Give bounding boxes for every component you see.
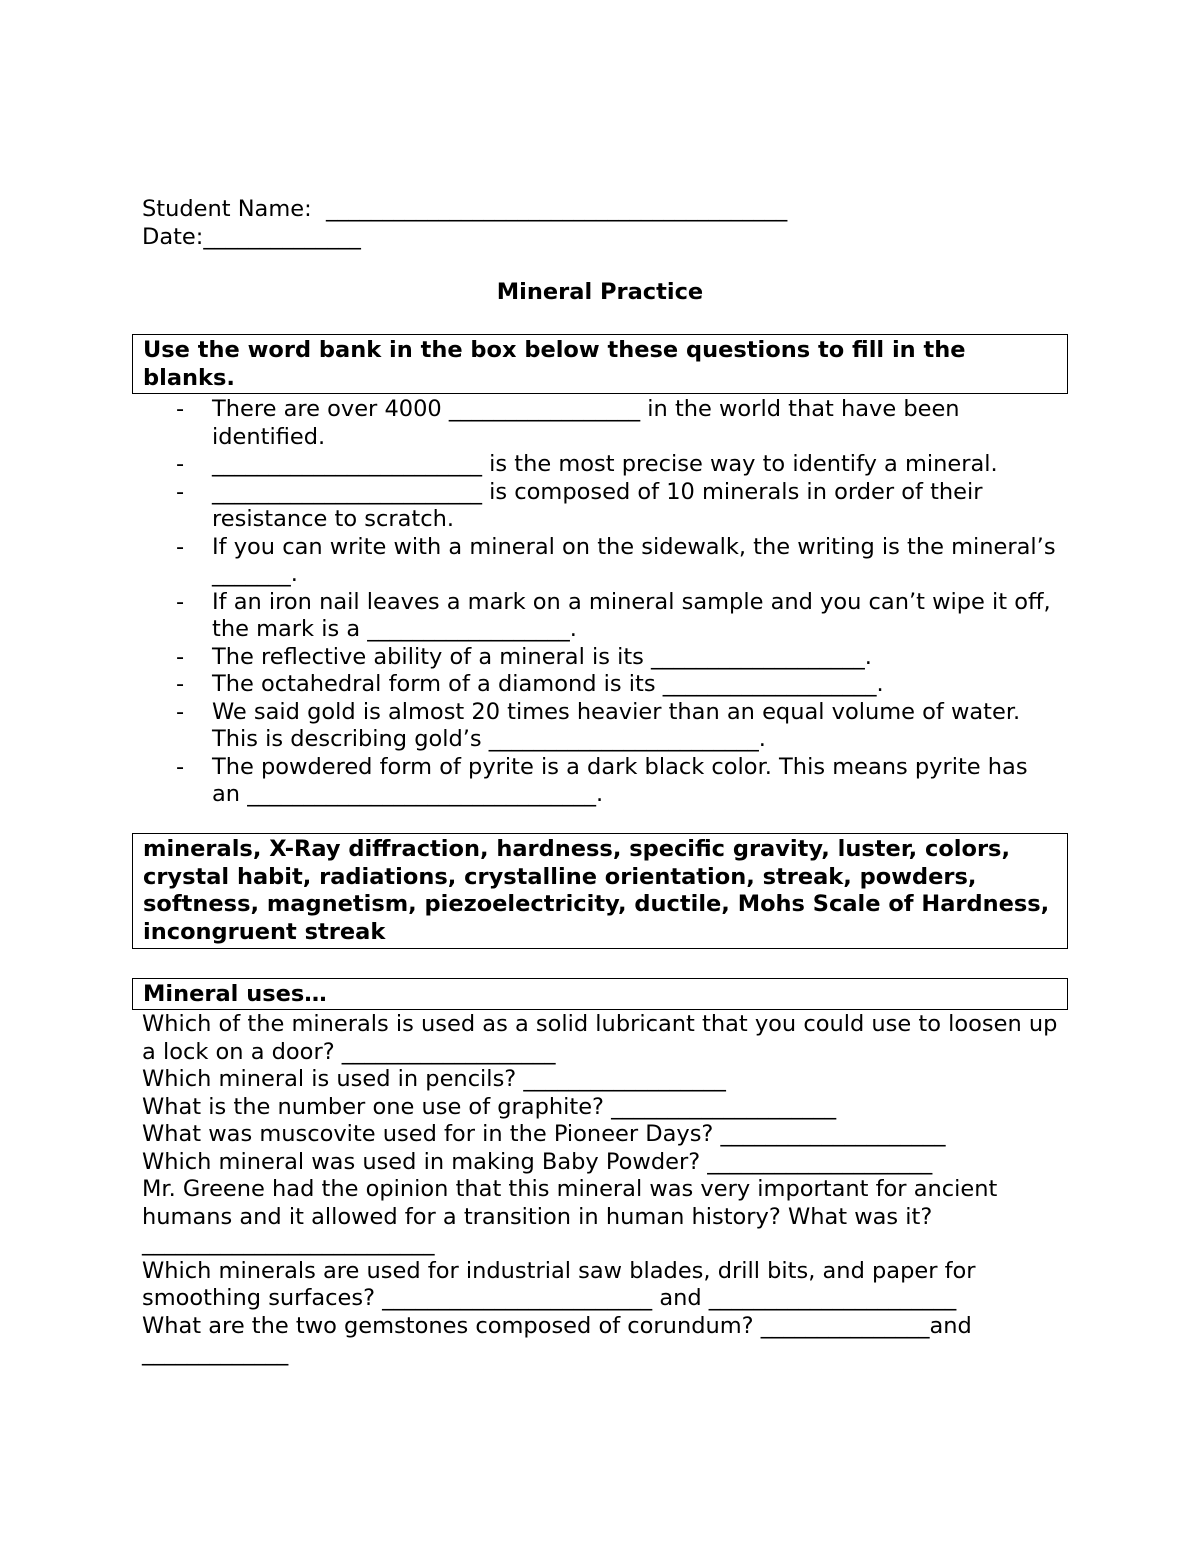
fill-in-question: If an iron nail leaves a mark on a mineral sample and you can’t wipe it off, the mark is a __________________. [212, 588, 1051, 642]
list-item [0, 699, 1062, 754]
bullet-dash: - [176, 451, 185, 477]
bullet-dash: - [176, 698, 185, 725]
fill-in-question: We said gold is almost 20 times heavier than an equal volume of water. This is describing gold’s ________________________. [212, 698, 1021, 752]
uses-question: Which minerals are used for industrial saw blades, drill bits, and paper for smoothing surfaces? ________________________ and ______________________ [142, 1257, 976, 1311]
uses-question: What are the two gemstones composed of corundum? _______________and _____________ [142, 1312, 972, 1366]
uses-question: Which mineral is used in pencils? __________________ [142, 1066, 726, 1092]
answer-blank: __________________________ [142, 1230, 435, 1256]
uses-question: Mr. Greene had the opinion that this mineral was very important for ancient humans and it allowed for a transition in human history? What was it? [142, 1176, 998, 1230]
fill-in-question: The octahedral form of a diamond is its ___________________. [212, 671, 884, 697]
uses-question: What is the number one use of graphite? ____________________ [142, 1093, 837, 1120]
list-item [0, 396, 1062, 451]
uses-heading: Mineral uses… [143, 981, 327, 1007]
bullet-dash: - [176, 753, 185, 780]
list-item [0, 479, 1062, 534]
word-bank-text: minerals, X-Ray diffraction, hardness, specific gravity, luster, colors, crystal habit, radiations, crystalline orientation, streak, powders, softness, magnetism, piezoelectricity, ductile, Mohs Scale of Hardness, incongruent streak [143, 836, 1050, 945]
bullet-dash: - [176, 671, 185, 697]
instructions-text: Use the word bank in the box below these questions to fill in the blanks. [143, 337, 966, 391]
uses-question: Which of the minerals is used as a solid lubricant that you could use to loosen up a lock on a door? ___________________ [142, 1011, 1058, 1065]
list-item [0, 644, 1062, 672]
fill-in-question: The powdered form of pyrite is a dark black color. This means pyrite has an _______________________________. [212, 753, 1028, 807]
uses-box [132, 978, 1068, 1010]
bullet-dash: - [176, 396, 185, 422]
uses-question: Which mineral was used in making Baby Powder? ____________________ [142, 1148, 933, 1175]
date-field: Date:______________ [142, 224, 361, 250]
page-title: Mineral Practice [496, 279, 704, 305]
fill-in-question: There are over 4000 _________________ in the world that have been identified. [212, 396, 960, 450]
fill-in-question: If you can write with a mineral on the sidewalk, the writing is the mineral’s _______. [212, 533, 1056, 587]
word-bank-box [132, 833, 1068, 949]
student-name-field: Student Name: _________________________________________ [142, 196, 788, 222]
list-item [0, 754, 1062, 809]
list-item [0, 589, 1062, 644]
fill-in-list [0, 396, 1200, 809]
bullet-dash: - [176, 643, 185, 670]
uses-question: What was muscovite used for in the Pioneer Days? ____________________ [142, 1121, 946, 1147]
uses-questions [142, 1011, 1062, 1368]
instructions-box [132, 334, 1068, 394]
list-item [0, 671, 1062, 699]
bullet-dash: - [176, 478, 185, 505]
fill-in-question: ________________________ is the most precise way to identify a mineral. [212, 451, 998, 477]
list-item [0, 451, 1062, 479]
bullet-dash: - [176, 588, 185, 615]
bullet-dash: - [176, 533, 185, 560]
fill-in-question: The reflective ability of a mineral is its ___________________. [212, 643, 872, 670]
fill-in-question: ________________________ is composed of 10 minerals in order of their resistance to scratch. [212, 478, 983, 532]
list-item [0, 534, 1062, 589]
